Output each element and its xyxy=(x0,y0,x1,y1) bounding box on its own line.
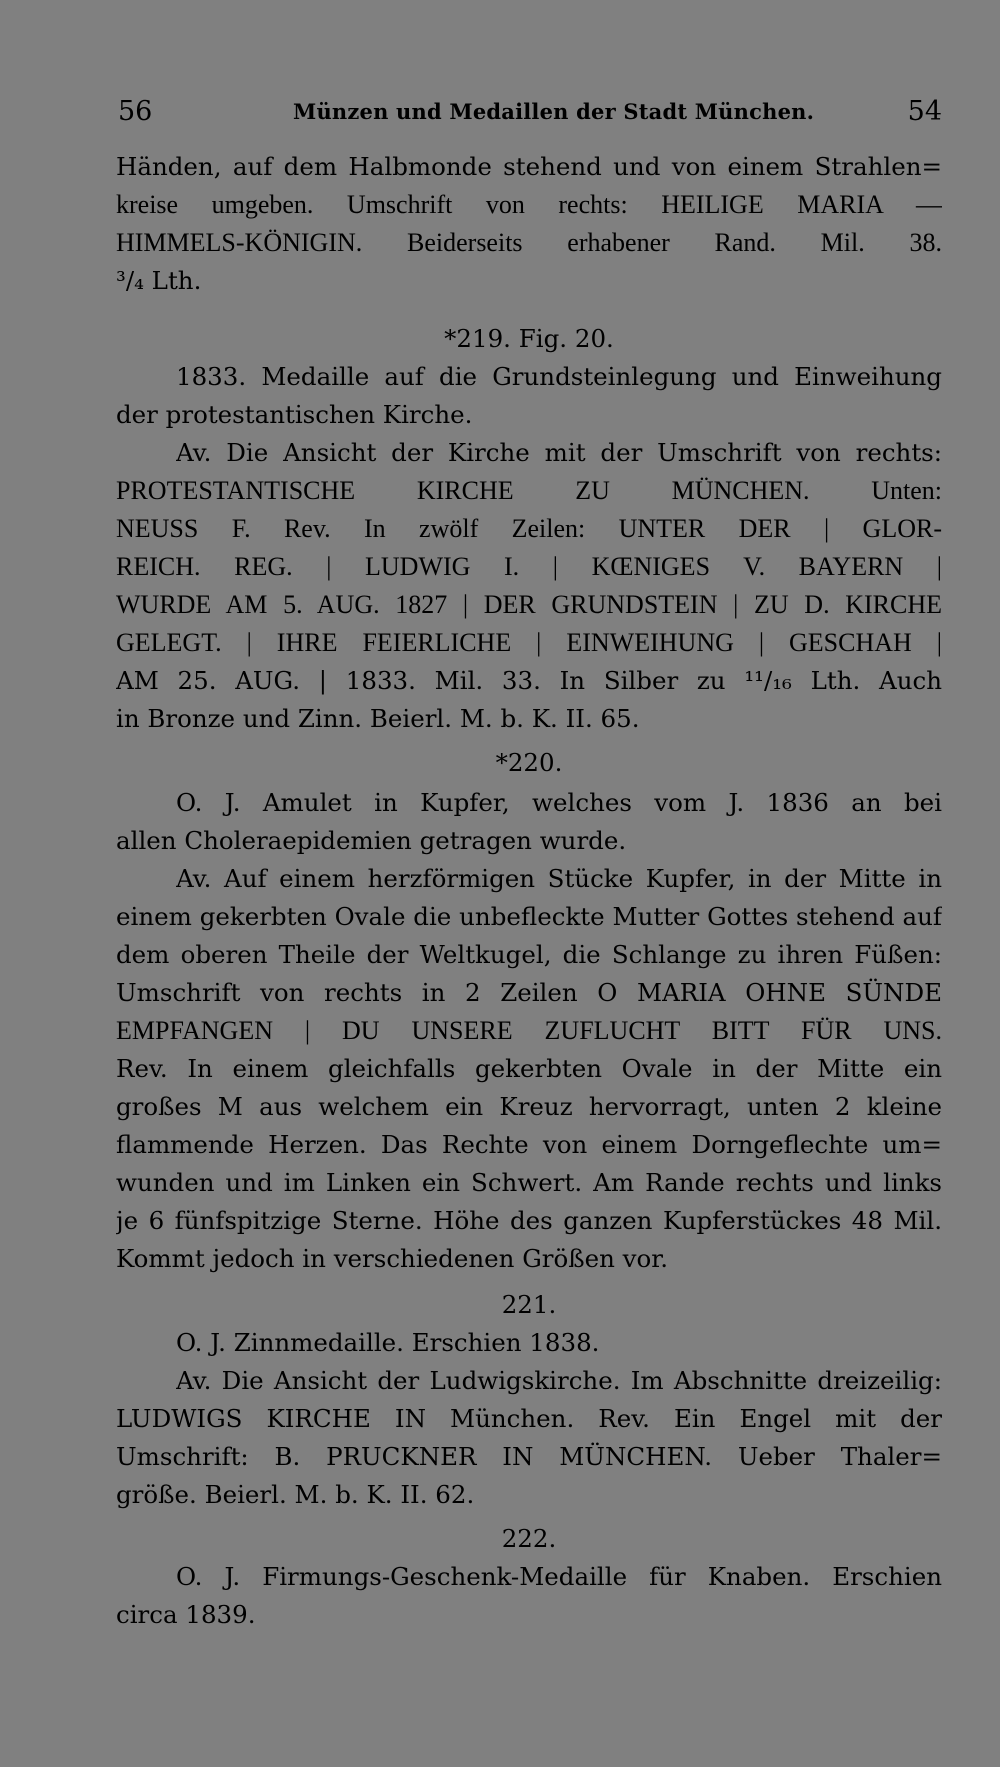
running-title: Münzen und Medaillen der Stadt München. xyxy=(293,99,815,124)
text-line: je 6 fünfspitzige Sterne. Höhe des ganzen Kupferstückes 48 Mil. xyxy=(116,1206,942,1235)
text-line: GELEGT. | IHRE FEIERLICHE | EINWEIHUNG | GESCHAH | xyxy=(116,628,942,657)
text-line: allen Choleraepidemien getragen wurde. xyxy=(116,826,627,855)
entry-number: 222. xyxy=(501,1524,557,1553)
page-number-left: 56 xyxy=(118,96,153,127)
text-line: einem gekerbten Ovale die unbefleckte Mutter Gottes stehend auf xyxy=(116,902,942,931)
text-line: flammende Herzen. Das Rechte von einem Dorngeflechte um= xyxy=(116,1130,942,1159)
text-line: REICH. REG. | LUDWIG I. | KŒNIGES V. BAYERN | xyxy=(116,552,942,581)
text-line: kreise umgeben. Umschrift von rechts: HEILIGE MARIA — xyxy=(116,190,942,219)
text-line: Umschrift: B. PRUCKNER IN MÜNCHEN. Ueber Thaler= xyxy=(116,1442,942,1471)
text-line: Rev. In einem gleichfalls gekerbten Ovale in der Mitte ein xyxy=(116,1054,942,1083)
text-line: Av. Die Ansicht der Kirche mit der Umschrift von rechts: xyxy=(176,438,942,467)
text-line: wunden und im Linken ein Schwert. Am Rande rechts und links xyxy=(116,1168,942,1197)
text-line: Av. Auf einem herzförmigen Stücke Kupfer, in der Mitte in xyxy=(176,864,942,893)
text-line: O. J. Amulet in Kupfer, welches vom J. 1836 an bei xyxy=(176,788,942,817)
page-number-right: 54 xyxy=(907,96,942,127)
text-line: Umschrift von rechts in 2 Zeilen O MARIA OHNE SÜNDE xyxy=(116,978,942,1007)
text-line: in Bronze und Zinn. Beierl. M. b. K. II. 65. xyxy=(116,704,640,733)
entry-number: 221. xyxy=(501,1290,557,1319)
text-line: der protestantischen Kirche. xyxy=(116,400,473,429)
text-line: dem oberen Theile der Weltkugel, die Schlange zu ihren Füßen: xyxy=(116,940,942,969)
text-line: ³/₄ Lth. xyxy=(116,266,202,295)
text-line: EMPFANGEN | DU UNSERE ZUFLUCHT BITT FÜR UNS. xyxy=(116,1016,942,1045)
text-line: Av. Die Ansicht der Ludwigskirche. Im Abschnitte dreizeilig: xyxy=(176,1366,942,1395)
text-line: größe. Beierl. M. b. K. II. 62. xyxy=(116,1480,475,1509)
text-line: WURDE AM 5. AUG. 1827 | DER GRUNDSTEIN | ZU D. KIRCHE xyxy=(116,590,942,619)
text-line: O. J. Zinnmedaille. Erschien 1838. xyxy=(176,1328,600,1357)
text-line: großes M aus welchem ein Kreuz hervorragt, unten 2 kleine xyxy=(116,1092,942,1121)
text-line: Händen, auf dem Halbmonde stehend und von einem Strahlen= xyxy=(116,152,942,181)
text-line: circa 1839. xyxy=(116,1600,256,1629)
text-line: Kommt jedoch in verschiedenen Größen vor. xyxy=(116,1244,669,1273)
text-line: 1833. Medaille auf die Grundsteinlegung und Einweihung xyxy=(176,362,942,391)
text-line: PROTESTANTISCHE KIRCHE ZU MÜNCHEN. Unten: xyxy=(116,476,942,505)
text-line: O. J. Firmungs-Geschenk-Medaille für Knaben. Erschien xyxy=(176,1562,942,1591)
text-line: NEUSS F. Rev. In zwölf Zeilen: UNTER DER | GLOR- xyxy=(116,514,942,543)
entry-number: *219. Fig. 20. xyxy=(444,324,614,353)
text-line: LUDWIGS KIRCHE IN München. Rev. Ein Engel mit der xyxy=(116,1404,942,1433)
text-line: HIMMELS-KÖNIGIN. Beiderseits erhabener Rand. Mil. 38. xyxy=(116,228,942,257)
entry-number: *220. xyxy=(495,748,563,777)
page-header xyxy=(118,96,942,136)
text-line: AM 25. AUG. | 1833. Mil. 33. In Silber zu ¹¹/₁₆ Lth. Auch xyxy=(116,666,942,695)
